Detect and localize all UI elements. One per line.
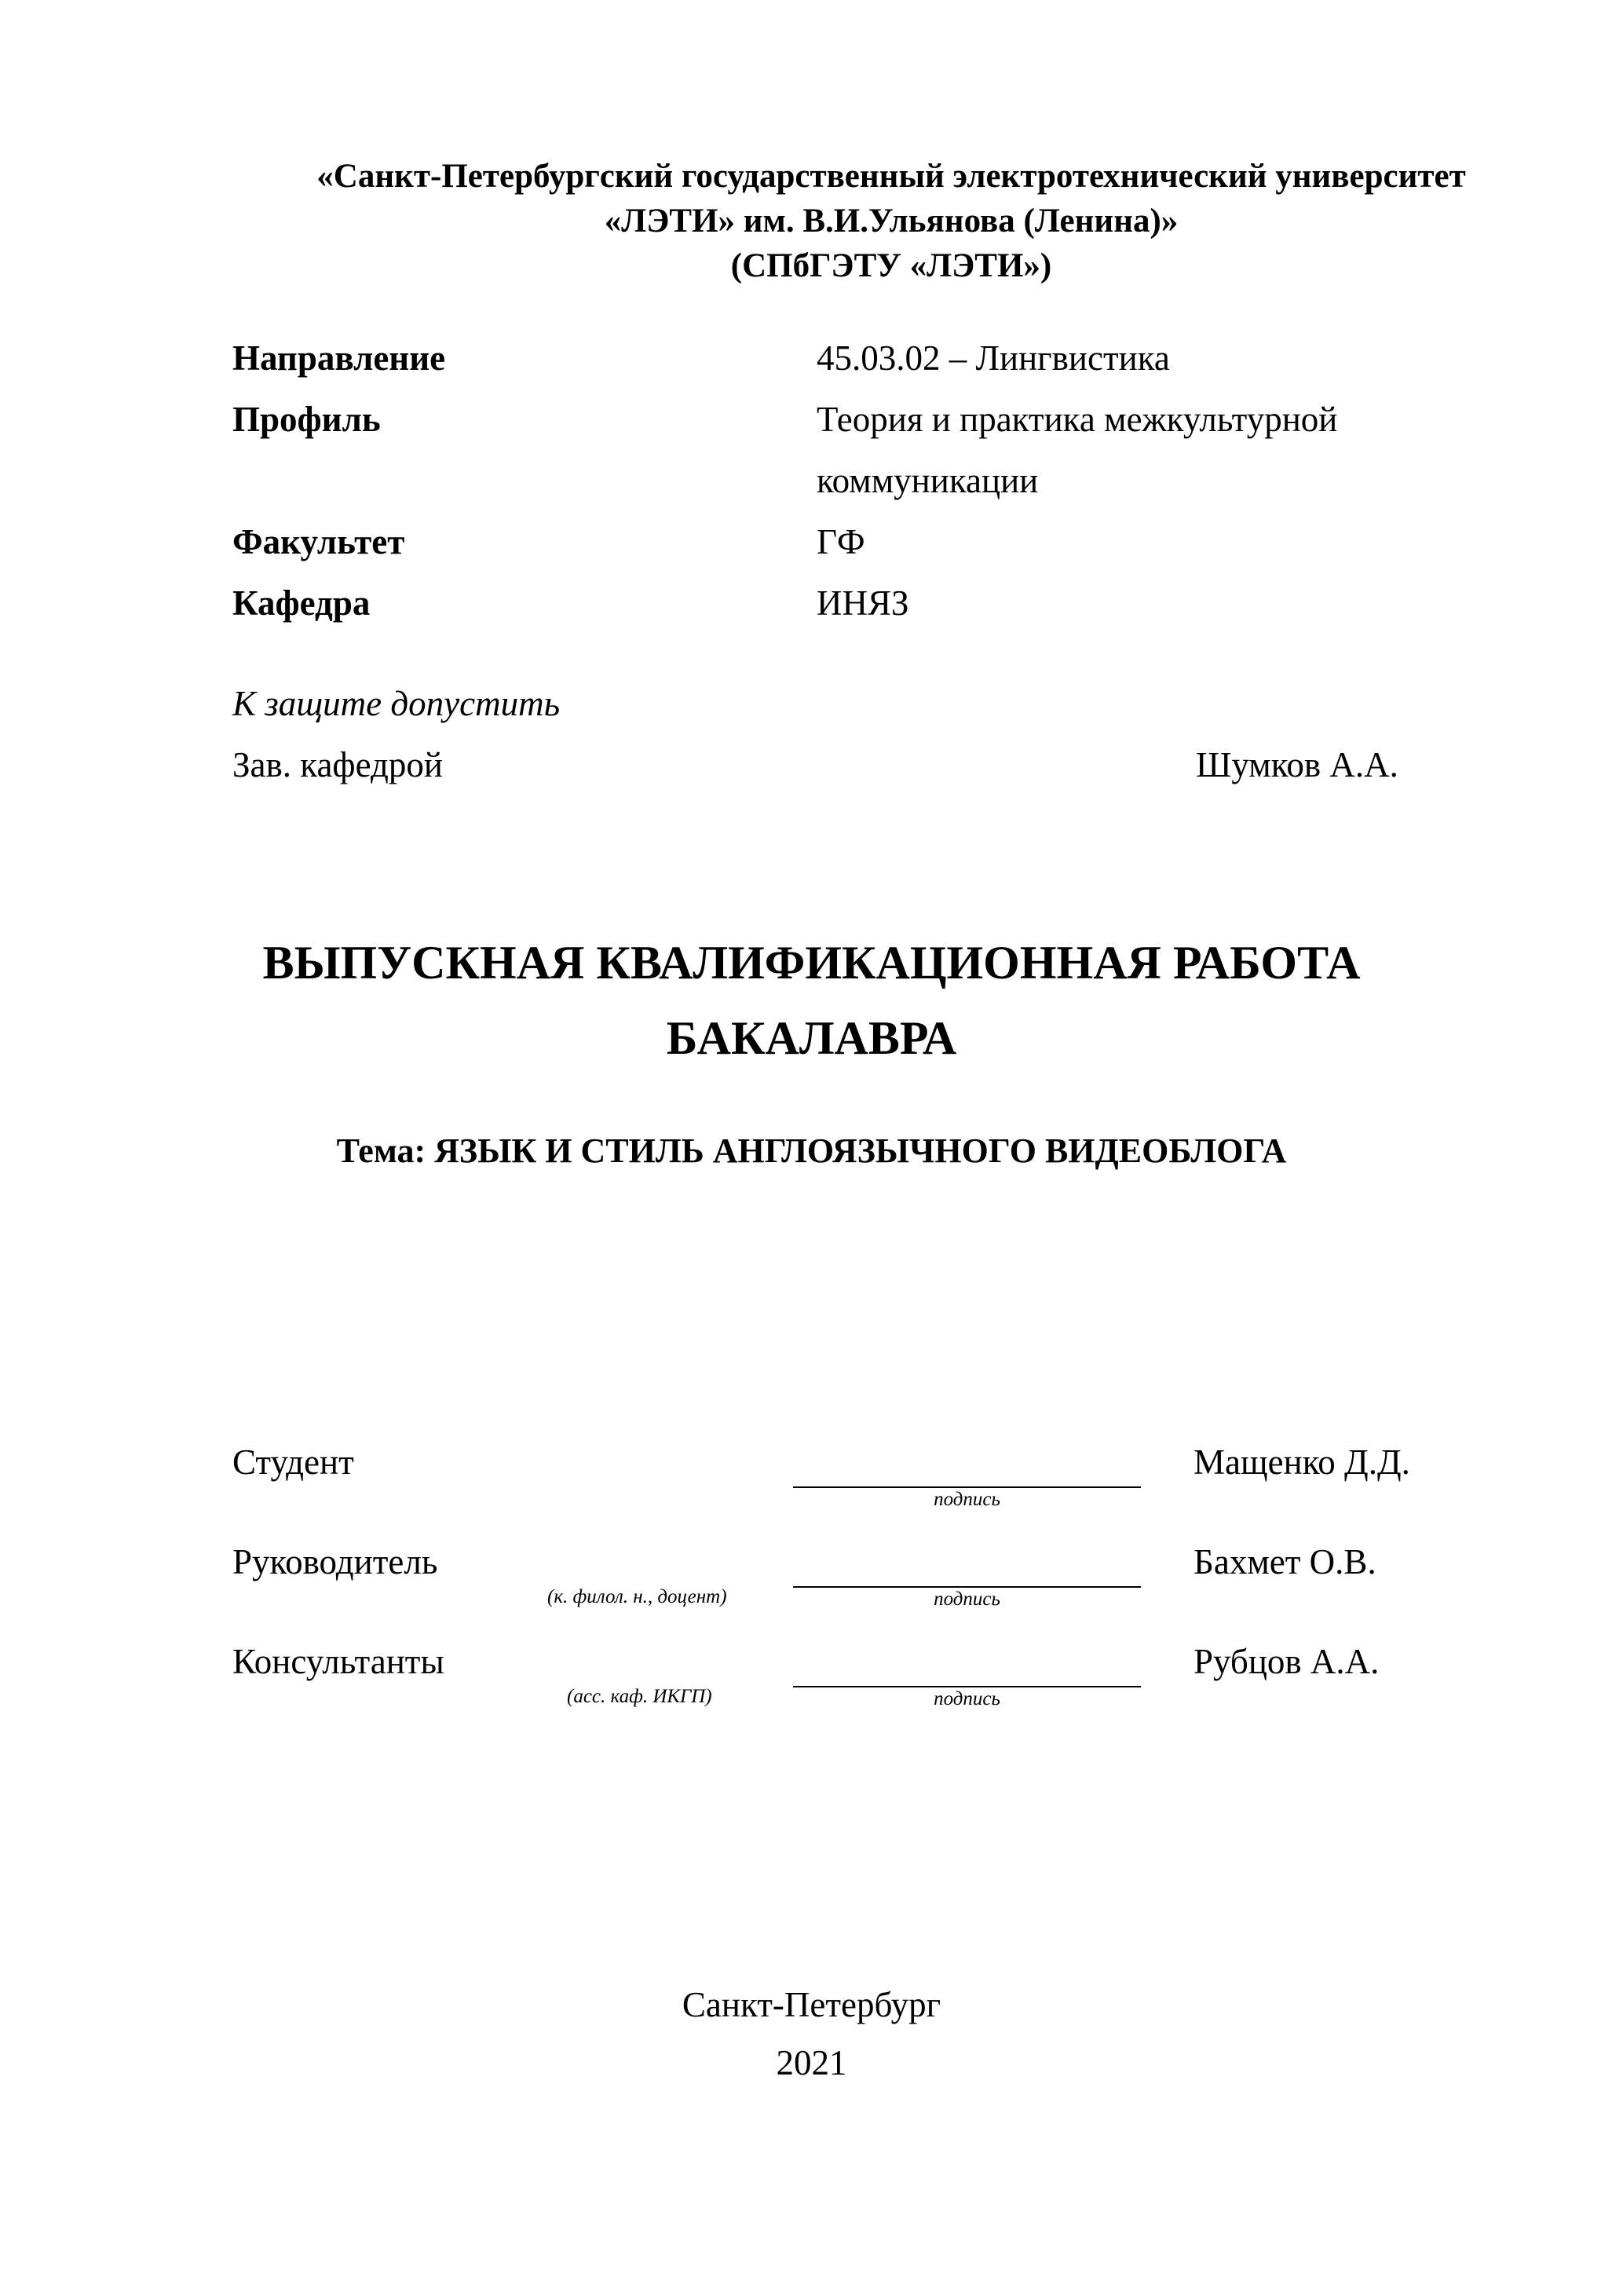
profile-value-line1: Теория и практика межкультурной [817, 400, 1338, 439]
supervisor-rank: (к. филол. н., доцент) [547, 1586, 727, 1607]
supervisor-signature-line [793, 1586, 1141, 1588]
student-signature-caption: подпись [934, 1489, 1000, 1510]
university-header [236, 154, 1547, 288]
profile-label: Профиль [232, 400, 381, 439]
footer-city: Санкт-Петербург [682, 1985, 941, 2024]
student-role-label: Студент [232, 1442, 354, 1482]
consultants-signature-line [793, 1686, 1141, 1687]
document-title-line2: БАКАЛАВРА [666, 1012, 957, 1064]
head-of-department-name: Шумков А.А. [1196, 745, 1398, 784]
consultants-rank: (асс. каф. ИКГП) [567, 1686, 712, 1707]
thesis-theme-label: Тема: [336, 1132, 426, 1170]
faculty-label: Факультет [232, 522, 405, 561]
thesis-theme [0, 1131, 1623, 1171]
direction-label: Направление [232, 338, 446, 378]
department-label: Кафедра [232, 583, 371, 623]
student-name: Мащенко Д.Д. [1193, 1442, 1410, 1482]
student-signature-line [793, 1486, 1141, 1488]
university-name-line1: «Санкт-Петербургский государственный электротехнический университет [316, 158, 1466, 195]
university-name-line2: «ЛЭТИ» им. В.И.Ульянова (Ленина)» [604, 203, 1179, 239]
consultants-name: Рубцов А.А. [1193, 1642, 1380, 1681]
supervisor-name: Бахмет О.В. [1193, 1542, 1376, 1581]
direction-value: 45.03.02 – Лингвистика [817, 338, 1170, 378]
supervisor-signature-caption: подпись [934, 1589, 1000, 1610]
profile-value-line2: коммуникации [817, 461, 1039, 500]
footer [0, 1976, 1623, 2092]
faculty-value: ГФ [817, 522, 865, 561]
university-abbreviation: (СПбГЭТУ «ЛЭТИ») [730, 247, 1052, 284]
head-of-department-label: Зав. кафедрой [232, 745, 443, 784]
document-title-line1: ВЫПУСКНАЯ КВАЛИФИКАЦИОННАЯ РАБОТА [262, 937, 1361, 989]
consultants-role-label: Консультанты [232, 1642, 444, 1681]
document-title [0, 925, 1623, 1076]
admit-to-defense-text: К защите допустить [232, 684, 561, 723]
thesis-theme-text: ЯЗЫК И СТИЛЬ АНГЛОЯЗЫЧНОГО ВИДЕОБЛОГА [434, 1132, 1287, 1170]
consultants-signature-caption: подпись [934, 1688, 1000, 1709]
footer-year: 2021 [776, 2043, 847, 2082]
department-value: ИНЯЗ [817, 583, 909, 623]
supervisor-role-label: Руководитель [232, 1542, 438, 1581]
